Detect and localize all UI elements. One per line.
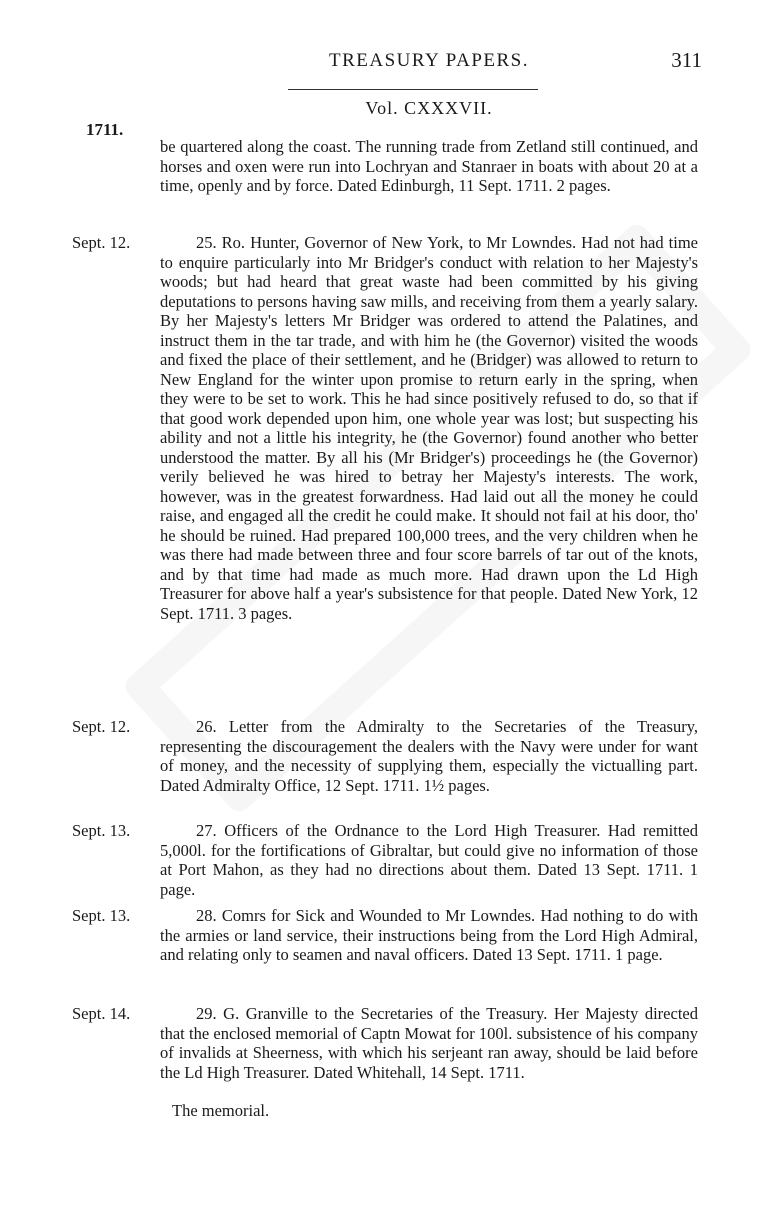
volume-heading: Vol. CXXXVII. xyxy=(365,98,493,118)
entry-date: Sept. 13. xyxy=(72,906,131,925)
continuation-paragraph: be quartered along the coast. The running trade from Zetland still continued, and horses and oxen were run into Lochryan and Stanraer in boats with about 20 at a time, openly and by force. Dated Edinburgh, 11 Sept. 1711. 2 pages. xyxy=(160,137,698,195)
page-number: 311 xyxy=(671,48,702,72)
running-title: TREASURY PAPERS. xyxy=(329,50,529,71)
entry-text: 27. Officers of the Ordnance to the Lord High Treasurer. Had remitted 5,000l. for the fortifications of Gibraltar, but could give no information of those at Port Mahon, as they had no directions about them. Dated 13 Sept. 1711. 1 page. xyxy=(160,821,698,899)
entry-date: Sept. 13. xyxy=(72,821,131,840)
entry-text: 29. G. Granville to the Secretaries of the Treasury. Her Majesty directed that the enclosed memorial of Captn Mowat for 100l. subsistence of his company of invalids at Sheerness, with which his serjeant ran away, should be laid before the Ld High Treasurer. Dated Whitehall, 14 Sept. 1711. xyxy=(160,1004,698,1082)
enclosure-note: The memorial. xyxy=(172,1101,270,1120)
running-head xyxy=(160,46,702,76)
entry-text: 25. Ro. Hunter, Governor of New York, to Mr Lowndes. Had not had time to enquire particularly into Mr Bridger's conduct with relation to her Majesty's woods; but had heard that great waste had been committed by his giving deputations to persons having saw mills, and receiving from them a yearly salary. By her Majesty's letters Mr Bridger was ordered to attend the Palatines, and instruct them in the tar trade, and with him he (the Governor) visited the woods and fixed the place of their settlement, and he (Bridger) was allowed to return to New England for the winter upon promise to return early in the spring, when they were to be set to work. This he had since positively refused to do, so that if that good work depended upon him, one whole year was lost; but suspecting his ability and not a little his integrity, he (the Governor) found another who better understood the matter. By all his (Mr Bridger's) proceedings he (the Governor) verily believed he was hired to betray her Majesty's interests. The work, however, was in the greatest forwardness. Had laid out all the money he could raise, and engaged all the credit he could make. It should not fail at his door, tho' he should be ruined. Had prepared 100,000 trees, and the very children when he was there had made between three and four score barrels of tar out of the knots, and by that time had made as much more. Had drawn upon the Ld High Treasurer for above half a year's subsistence for that people. Dated New York, 12 Sept. 1711. 3 pages. xyxy=(160,233,698,623)
year-marginal: 1711. xyxy=(86,120,124,139)
entry-date: Sept. 12. xyxy=(72,717,131,736)
header-rule xyxy=(288,89,538,90)
entry-text: 26. Letter from the Admiralty to the Secretaries of the Treasury, representing the discouragement the dealers with the Navy were under for want of money, and the necessity of supplying them, especially the victualling part. Dated Admiralty Office, 12 Sept. 1711. 1½ pages. xyxy=(160,717,698,795)
entry-text: 28. Comrs for Sick and Wounded to Mr Lowndes. Had nothing to do with the armies or land service, their instructions being from the Lord High Admiral, and relating only to seamen and naval officers. Dated 13 Sept. 1711. 1 page. xyxy=(160,906,698,964)
entry-date: Sept. 14. xyxy=(72,1004,131,1023)
entry-date: Sept. 12. xyxy=(72,233,131,252)
